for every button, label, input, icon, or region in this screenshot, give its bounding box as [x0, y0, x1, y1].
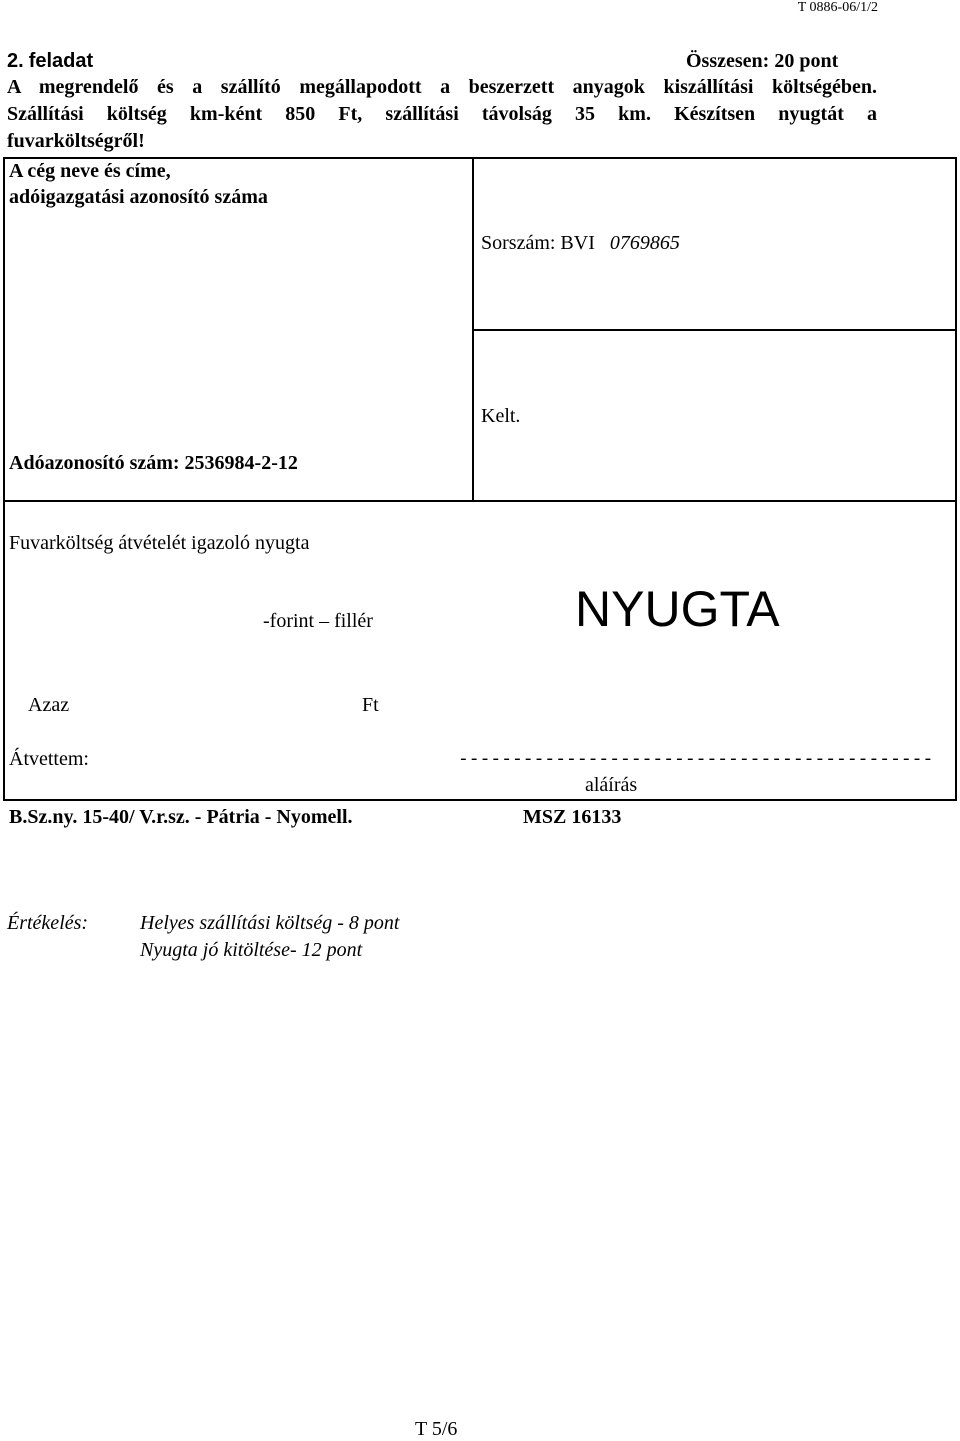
- intro-line-2: Szállítási költség km-ként 850 Ft, szállítási távolság 35 km. Készítsen nyugtát a: [7, 103, 877, 125]
- task-title: [7, 50, 93, 73]
- task-total-points: Összesen: 20 pont: [686, 50, 839, 72]
- receipt-purpose: Fuvarköltség átvételét igazoló nyugta: [9, 532, 310, 554]
- receipt-title: NYUGTA: [575, 581, 780, 637]
- serial-label: Sorszám: BVI: [481, 232, 595, 254]
- serial-date-divider: [472, 329, 957, 331]
- task-intro: [7, 74, 877, 155]
- evaluation-item-2: Nyugta jó kitöltése- 12 pont: [140, 939, 363, 961]
- company-label-line-2: adóigazgatási azonosító száma: [9, 186, 268, 208]
- intro-line-3: fuvarköltségről!: [7, 130, 145, 152]
- evaluation-item-1: Helyes szállítási költség - 8 pont: [140, 912, 400, 934]
- serial-value: 0769865: [609, 232, 680, 254]
- date-label: Kelt.: [481, 405, 521, 427]
- amount-units: -forint – fillér: [263, 610, 373, 632]
- task-word: feladat: [28, 50, 94, 72]
- signature-line: --------------------------------------------: [458, 750, 934, 770]
- tax-id: Adóazonosító szám: 2536984-2-12: [9, 452, 298, 474]
- serial-number: [481, 232, 680, 255]
- intro-line-1: A megrendelő és a szállító megállapodott a beszerzett anyagok kiszállítási költségében.: [7, 76, 877, 98]
- signature-label: aláírás: [585, 774, 638, 796]
- in-words-label: Azaz: [28, 694, 70, 716]
- document-code: T 0886-06/1/2: [797, 0, 878, 15]
- form-code: B.Sz.ny. 15-40/ V.r.sz. - Pátria - Nyomell.: [9, 806, 353, 828]
- evaluation-label: Értékelés:: [7, 912, 89, 934]
- received-label: Átvettem:: [9, 748, 89, 770]
- company-label-line-1: A cég neve és címe,: [9, 160, 171, 182]
- page-number: T 5/6: [415, 1418, 458, 1440]
- currency-label: Ft: [362, 694, 379, 716]
- standard-code: MSZ 16133: [523, 806, 622, 828]
- task-number: 2.: [7, 50, 24, 72]
